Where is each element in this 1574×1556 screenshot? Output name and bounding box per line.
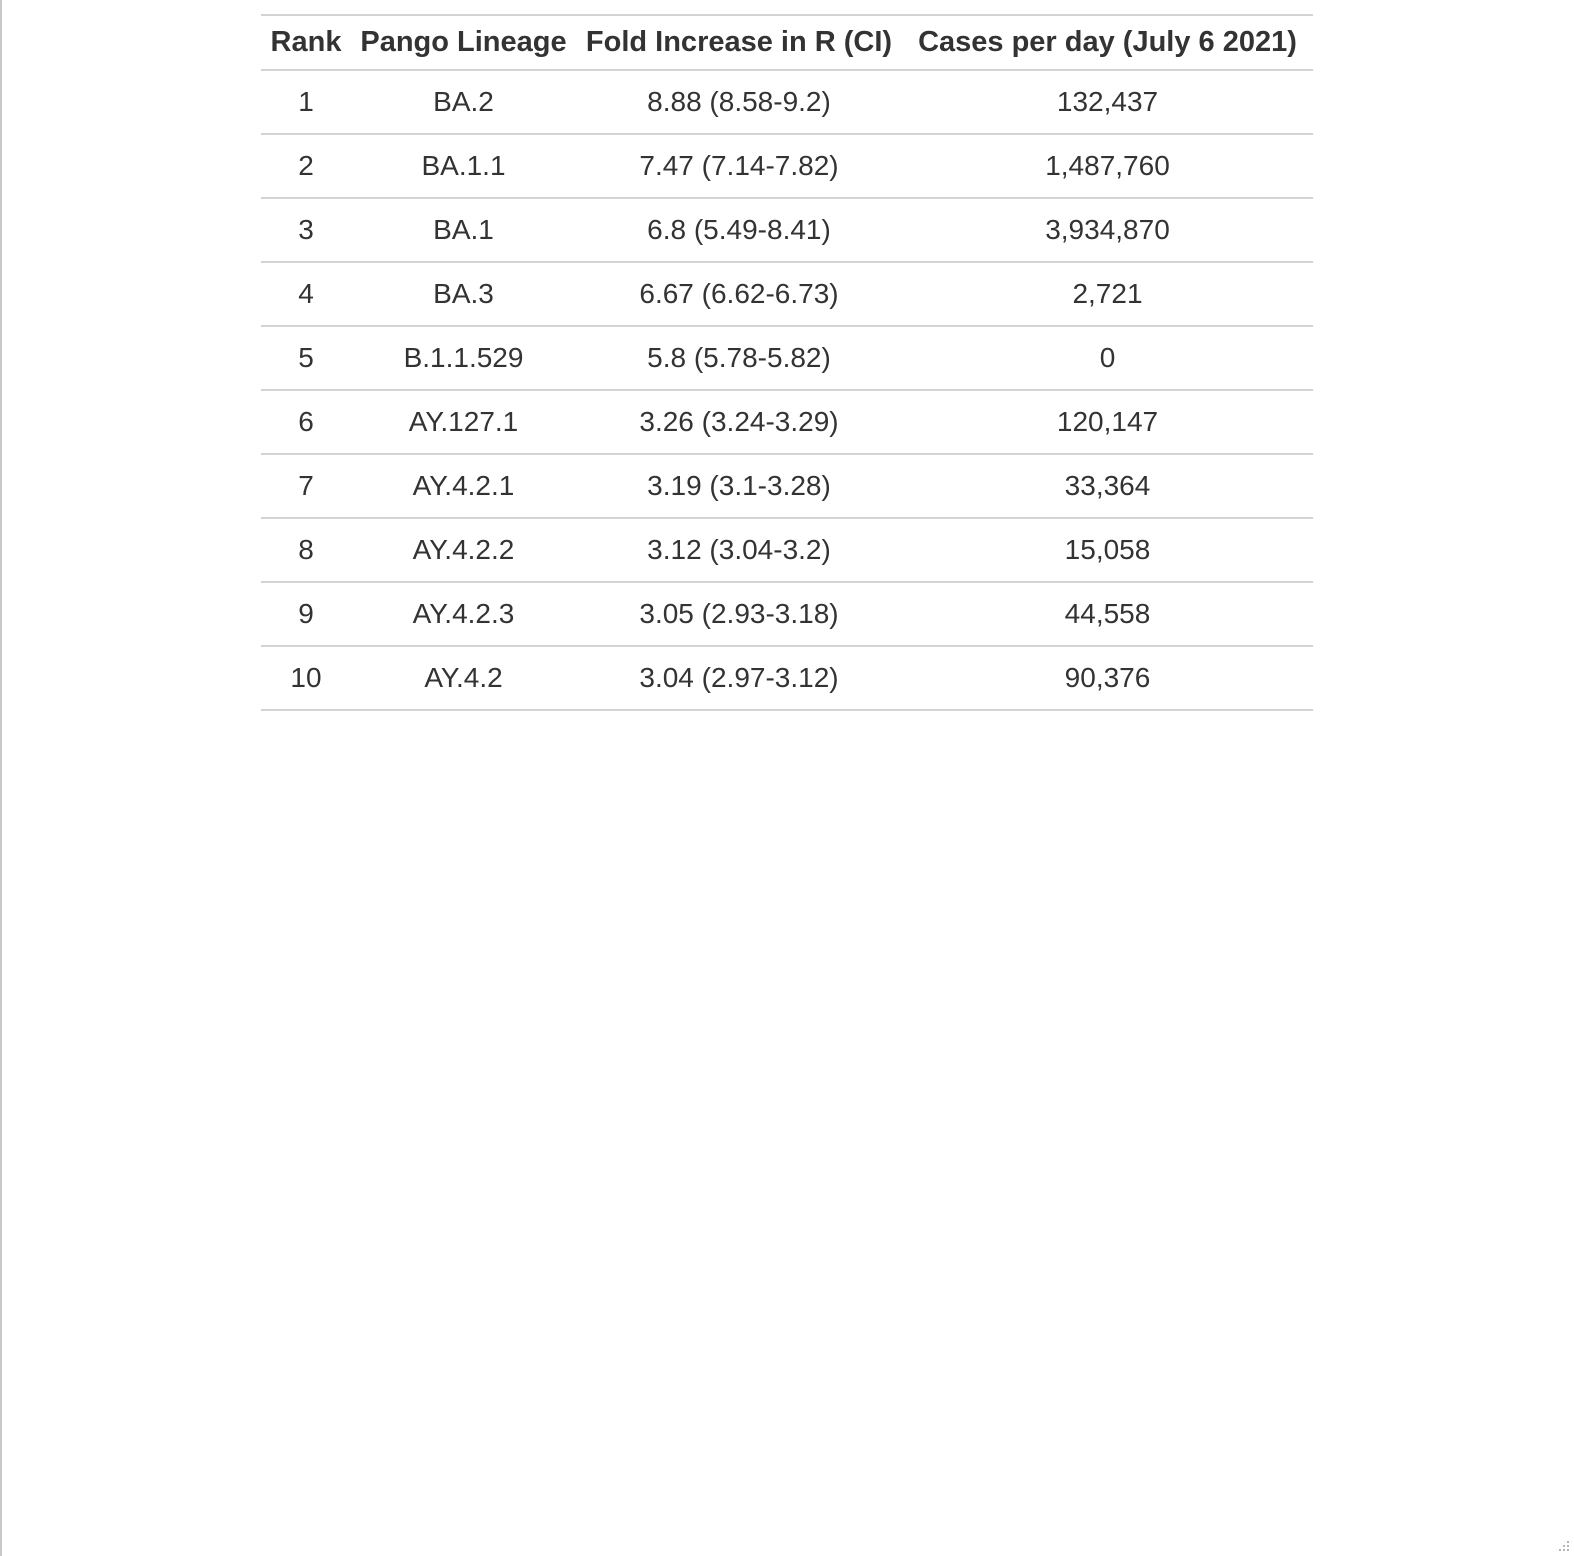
- cell-lineage: BA.2: [351, 70, 576, 134]
- cell-cases: 90,376: [902, 646, 1313, 710]
- table-row: [261, 390, 1313, 454]
- cell-rank: 2: [261, 134, 351, 198]
- cell-lineage: AY.4.2.2: [351, 518, 576, 582]
- cell-lineage: AY.4.2.3: [351, 582, 576, 646]
- table-row: [261, 326, 1313, 390]
- cell-rank: 1: [261, 70, 351, 134]
- cell-fold-increase: 3.04 (2.97-3.12): [576, 646, 902, 710]
- table-header: [261, 15, 1313, 70]
- cell-cases: 2,721: [902, 262, 1313, 326]
- header-rank: Rank: [261, 15, 351, 70]
- table-row: [261, 646, 1313, 710]
- cell-rank: 3: [261, 198, 351, 262]
- cell-lineage: BA.1: [351, 198, 576, 262]
- table-row: [261, 454, 1313, 518]
- cell-cases: 33,364: [902, 454, 1313, 518]
- header-row: [261, 15, 1313, 70]
- header-cases-per-day: Cases per day (July 6 2021): [902, 15, 1313, 70]
- table-row: [261, 518, 1313, 582]
- table-row: [261, 134, 1313, 198]
- cell-cases: 132,437: [902, 70, 1313, 134]
- cell-rank: 7: [261, 454, 351, 518]
- cell-lineage: B.1.1.529: [351, 326, 576, 390]
- header-fold-increase: Fold Increase in R (CI): [576, 15, 902, 70]
- resize-grip-icon[interactable]: [1554, 1536, 1570, 1552]
- cell-fold-increase: 3.19 (3.1-3.28): [576, 454, 902, 518]
- table-row: [261, 582, 1313, 646]
- cell-cases: 3,934,870: [902, 198, 1313, 262]
- cell-fold-increase: 3.05 (2.93-3.18): [576, 582, 902, 646]
- cell-lineage: BA.1.1: [351, 134, 576, 198]
- cell-fold-increase: 3.12 (3.04-3.2): [576, 518, 902, 582]
- cell-rank: 4: [261, 262, 351, 326]
- cell-rank: 8: [261, 518, 351, 582]
- window-left-edge: [0, 0, 2, 1556]
- cell-fold-increase: 8.88 (8.58-9.2): [576, 70, 902, 134]
- table-row: [261, 198, 1313, 262]
- table-row: [261, 262, 1313, 326]
- table-row: [261, 70, 1313, 134]
- cell-lineage: AY.4.2: [351, 646, 576, 710]
- cell-fold-increase: 7.47 (7.14-7.82): [576, 134, 902, 198]
- cell-lineage: AY.127.1: [351, 390, 576, 454]
- cell-fold-increase: 6.8 (5.49-8.41): [576, 198, 902, 262]
- lineage-table: [261, 14, 1313, 711]
- cell-rank: 6: [261, 390, 351, 454]
- cell-cases: 44,558: [902, 582, 1313, 646]
- table-body: [261, 70, 1313, 710]
- cell-cases: 120,147: [902, 390, 1313, 454]
- cell-rank: 5: [261, 326, 351, 390]
- cell-lineage: BA.3: [351, 262, 576, 326]
- cell-fold-increase: 3.26 (3.24-3.29): [576, 390, 902, 454]
- cell-fold-increase: 5.8 (5.78-5.82): [576, 326, 902, 390]
- cell-rank: 9: [261, 582, 351, 646]
- header-pango-lineage: Pango Lineage: [351, 15, 576, 70]
- cell-fold-increase: 6.67 (6.62-6.73): [576, 262, 902, 326]
- cell-cases: 1,487,760: [902, 134, 1313, 198]
- cell-cases: 15,058: [902, 518, 1313, 582]
- cell-rank: 10: [261, 646, 351, 710]
- cell-cases: 0: [902, 326, 1313, 390]
- resize-grip-glyph: [1554, 1536, 1570, 1552]
- lineage-table-container: [261, 14, 1313, 711]
- cell-lineage: AY.4.2.1: [351, 454, 576, 518]
